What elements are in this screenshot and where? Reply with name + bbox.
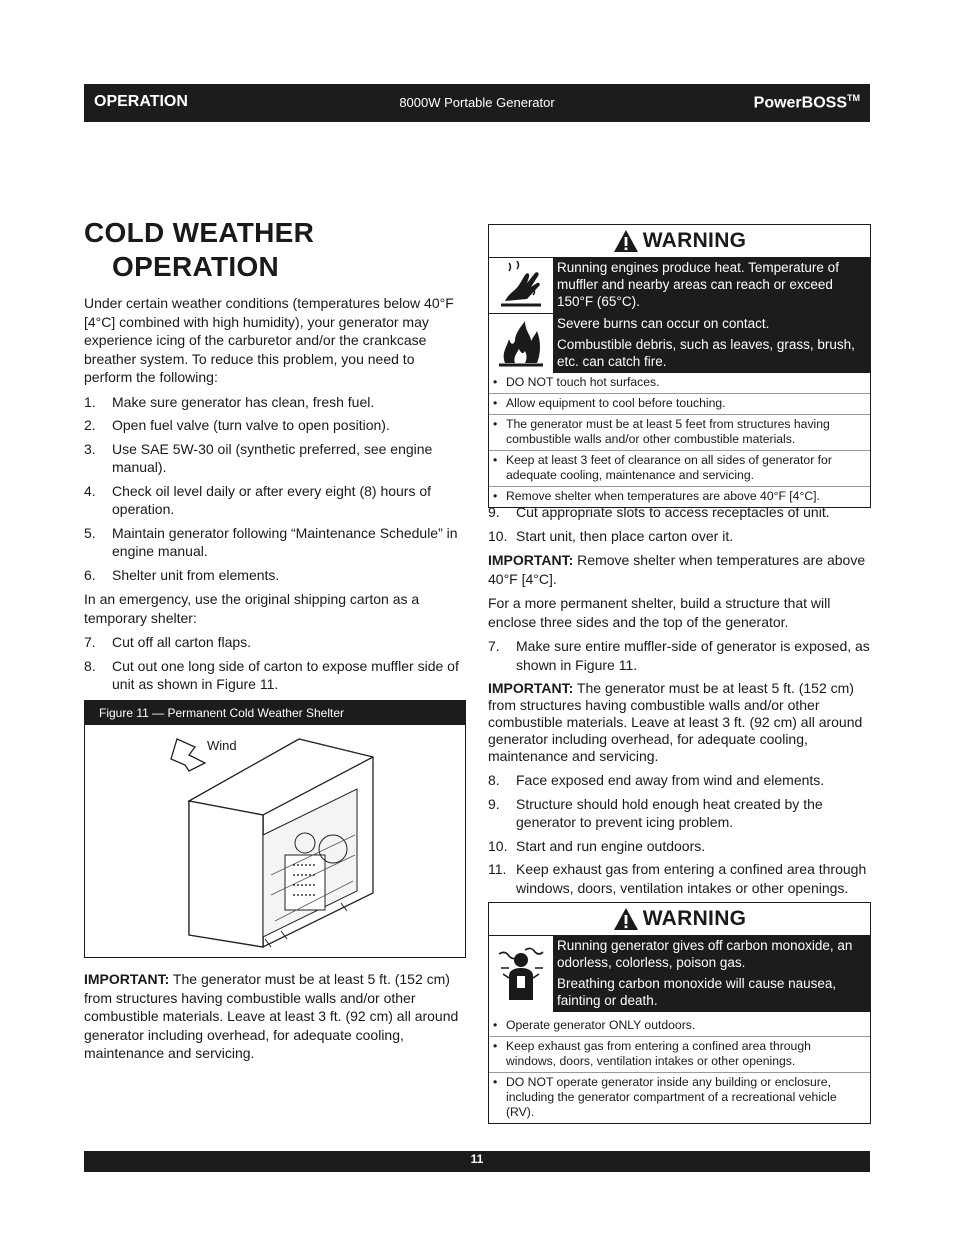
figure-caption: Figure 11 — Permanent Cold Weather Shelter [85,701,465,726]
permanent-shelter-paragraph: For a more permanent shelter, build a structure that will enclose three sides and the top of the generator. [488,595,831,630]
list-item: • DO NOT operate generator inside any building or enclosure, including the generator compartment of a recreational vehicle (RV). [489,1072,870,1123]
shelter-illustration [85,725,465,957]
warning-bullets [489,373,870,507]
warning-bullets [489,1012,870,1123]
list-item: 4. Check oil level daily or after every eight (8) hours of operation. [84,482,432,517]
carton-steps-continued [488,503,872,545]
list-item: • Allow equipment to cool before touching. [489,393,870,414]
permanent-steps-list [488,637,872,674]
list-item: 9. Structure should hold enough heat created by the generator to prevent icing problem. [488,795,823,830]
hazard-row-heat [489,257,870,313]
toxic-fumes-icon [489,935,553,1012]
wind-arrow-icon [171,739,205,771]
list-item: • Operate generator ONLY outdoors. [489,1016,870,1036]
right-column [488,503,872,903]
list-item: • DO NOT touch hot surfaces. [489,373,870,393]
page-footer [84,1151,870,1172]
hot-surface-icon [489,257,553,313]
warning-box-carbon-monoxide [488,902,871,1124]
fire-icon [489,313,553,373]
figure-11 [84,700,466,959]
list-item: 7. Make sure entire muffler-side of generator is exposed, as shown in Figure 11. [488,638,870,673]
list-item: 2. Open fuel valve (turn valve to open position). [84,417,390,433]
hazard-row-co [489,935,870,1012]
list-item: 7. Cut off all carton flaps. [84,634,252,650]
hazard-text: Running engines produce heat. Temperature of muffler and nearby areas can reach or exceed 150°F (65°C). [553,257,870,313]
important-paragraph: IMPORTANT: Remove shelter when temperatures are above 40°F [4°C]. [488,552,866,587]
important-paragraph: IMPORTANT: The generator must be at least 5 ft. (152 cm) from structures having combustible walls and/or other combustible materials. Leave at least 3 ft. (92 cm) all around generator including overhead, for adequate cooling, maintenance and servicing. [488,680,863,764]
warning-title: WARNING [489,903,870,935]
list-item: • Remove shelter when temperatures are above 40°F [4°C]. [489,486,870,507]
list-item: 10. Start unit, then place carton over it. [488,527,734,544]
page-header [84,84,870,122]
page-number: 11 [470,1152,484,1166]
emergency-paragraph: In an emergency, use the original shipping carton as a temporary shelter: [84,591,420,626]
warning-title: WARNING [489,225,870,257]
permanent-steps-continued [488,771,872,897]
list-item: 6. Shelter unit from elements. [84,566,280,583]
shelter-drawing [85,725,465,957]
intro-paragraph: Under certain weather conditions (temperatures below 40°F [4°C] combined with high humidity), your generator may experience icing of the carburetor and/or the crankcase breather system. To reduce this problem, you need to perform the following: [84,295,454,385]
warning-box-heat [488,224,871,508]
important-paragraph: IMPORTANT: The generator must be at least 5 ft. (152 cm) from structures having combustible walls and/or other combustible materials. Leave at least 3 ft. (92 cm) all around generator including overhead, for adequate cooling, maintenance and servicing. [84,971,459,1061]
list-item: 3. Use SAE 5W-30 oil (synthetic preferred, see engine manual). [84,440,433,475]
page-title: COLD WEATHER OPERATION [84,217,315,282]
list-item: 8. Face exposed end away from wind and elements. [488,772,825,788]
list-item: 8. Cut out one long side of carton to expose muffler side of unit as shown in Figure 11. [84,657,459,692]
product-model: 8000W Portable Generator [399,95,555,110]
list-item: 1. Make sure generator has clean, fresh fuel. [84,393,375,410]
alert-triangle-icon [613,907,639,931]
left-column [84,294,466,1069]
hazard-text: Severe burns can occur on contact. Combustible debris, such as leaves, grass, brush, etc. can catch fire. [553,313,870,373]
hazard-text: Running generator gives off carbon monoxide, an odorless, colorless, poison gas. Breathing carbon monoxide will cause nausea, fainting or death. [553,935,870,1012]
steps-list [84,393,466,585]
brand-logo: PowerBOSS™ [753,93,860,112]
list-item: 5. Maintain generator following “Maintenance Schedule” in engine manual. [84,524,458,559]
wind-label: Wind [207,738,237,753]
list-item: • Keep exhaust gas from entering a confined area through windows, doors, ventilation intakes or other openings. [489,1036,870,1072]
list-item: 9. Cut appropriate slots to access receptacles of unit. [488,504,830,520]
list-item: • Keep at least 3 feet of clearance on all sides of generator for adequate cooling, maintenance and servicing. [489,450,870,486]
alert-triangle-icon [613,229,639,253]
section-name: OPERATION [94,93,188,110]
list-item: • The generator must be at least 5 feet from structures having combustible walls and/or other combustible materials. [489,414,870,450]
hazard-row-fire [489,313,870,373]
list-item: 11. Keep exhaust gas from entering a confined area through windows, doors, ventilation intakes or other openings. [488,861,867,896]
carton-steps-list [84,633,466,694]
list-item: 10. Start and run engine outdoors. [488,837,706,854]
